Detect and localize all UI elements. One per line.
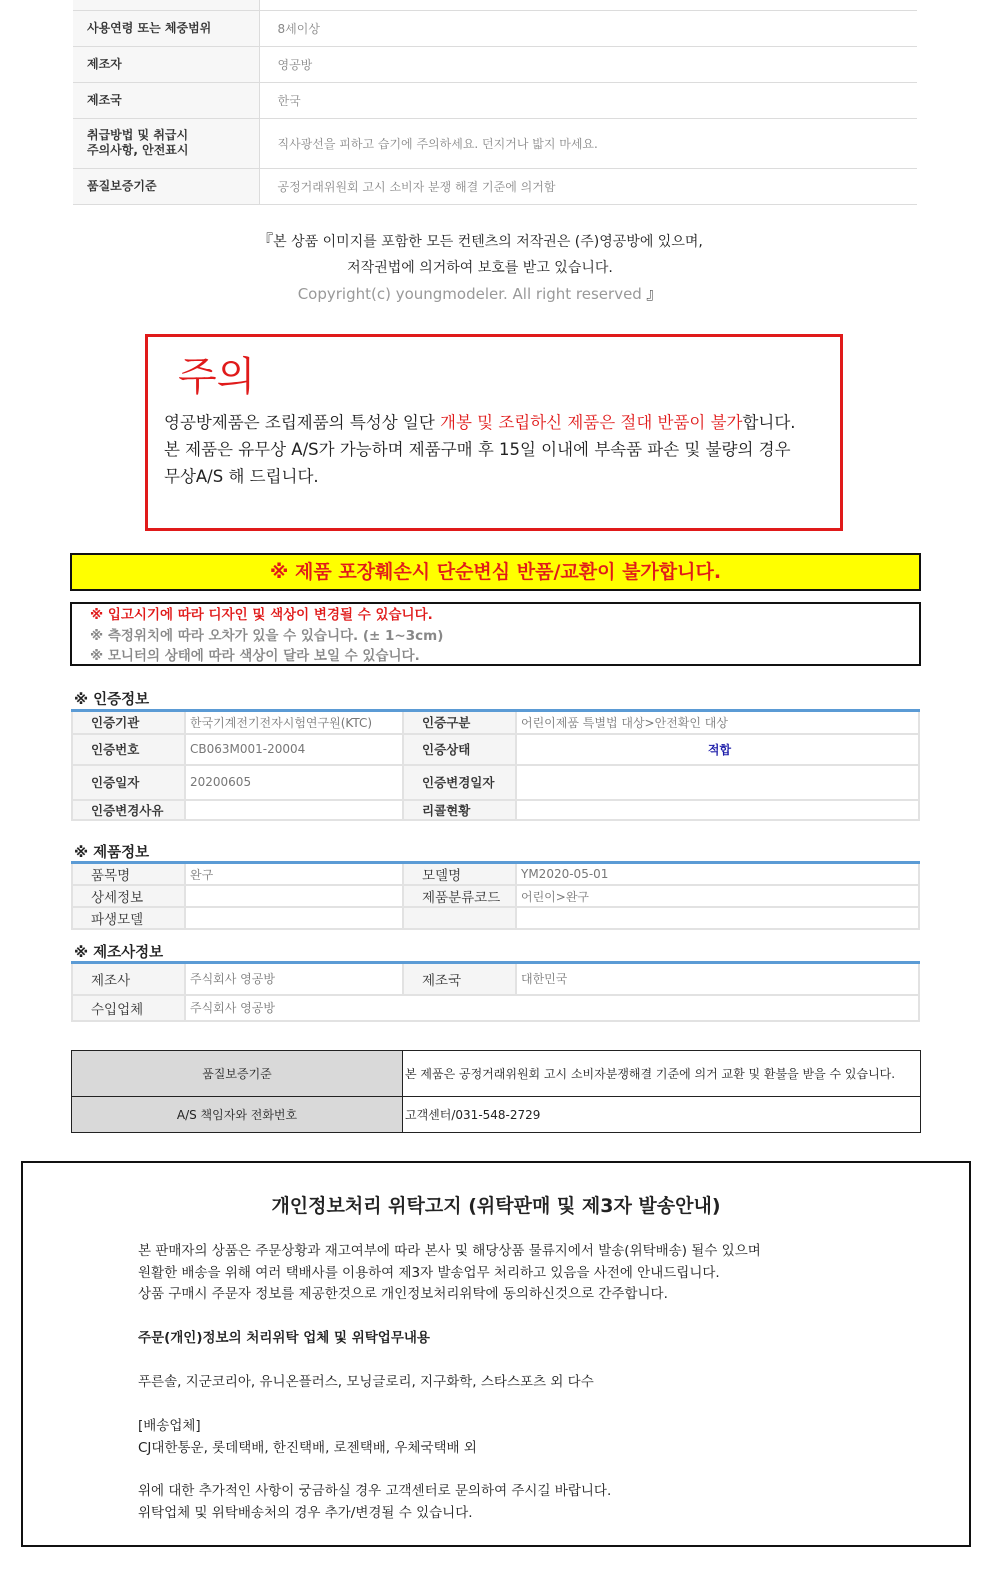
cell-key: 인증기관: [72, 711, 185, 734]
manufacturer-info-table: [71, 961, 920, 1022]
cell-key: 파생모델: [72, 907, 185, 929]
copyright-line-1: [0, 228, 960, 255]
copyright-text: 본 상품 이미지를 포함한 모든 컨텐츠의 저작권은 (주)영공방에 있으며,: [273, 234, 703, 250]
spec-row: [73, 82, 917, 118]
close-bracket: 』: [646, 284, 663, 303]
spec-key: [73, 118, 259, 168]
cell-key: A/S 책임자와 전화번호: [72, 1097, 403, 1133]
caution-line-1: [164, 409, 796, 436]
spec-key-line: 주의사항, 안전표시: [87, 143, 189, 157]
table-row: [72, 765, 919, 800]
product-info-table: [71, 861, 920, 930]
cell-value: 어린이제품 특별법 대상>안전확인 대상: [516, 711, 919, 734]
table-row: [72, 995, 919, 1021]
privacy-title: 개인정보처리 위탁고지 (위탁판매 및 제3자 발송안내): [271, 1195, 721, 1217]
cell-value: 주식회사 영공방: [185, 963, 403, 995]
spec-row: [73, 0, 917, 10]
spec-row: [73, 168, 917, 204]
notice-item: ※ 측정위치에 따라 오차가 있을 수 있습니다. (± 1~3cm): [90, 627, 444, 644]
cell-key: 모델명: [403, 863, 516, 886]
cell-value: CB063M001-20004: [185, 734, 403, 765]
cell-value: [185, 885, 403, 907]
copyright-line-3: [0, 281, 960, 308]
cell-value: 어린이>완구: [516, 885, 919, 907]
manufacturer-info-heading: ※ 제조사정보: [74, 945, 164, 961]
cell-value: 한국기계전기전자시험연구원(KTC): [185, 711, 403, 734]
spec-row: [73, 46, 917, 82]
privacy-notice-box: [21, 1161, 971, 1547]
cell-value: [185, 800, 403, 820]
caution-title: 주의: [178, 354, 256, 400]
cell-key: 인증상태: [403, 734, 516, 765]
cell-value: [516, 800, 919, 820]
notice-box: [70, 602, 921, 666]
cell-key: 제조국: [403, 963, 516, 995]
caution-body: [164, 409, 796, 490]
cell-key: 품질보증기준: [72, 1051, 403, 1097]
cell-value: YM2020-05-01: [516, 863, 919, 886]
cell-key: 인증변경일자: [403, 765, 516, 800]
cell-value: 주식회사 영공방: [185, 995, 919, 1021]
copyright-english: Copyright(c) youngmodeler. All right reserved: [297, 285, 642, 303]
delivery-label: [배송업체]: [138, 1418, 201, 1434]
table-row: [72, 800, 919, 820]
privacy-intro-line: 본 판매자의 상품은 주문상황과 재고여부에 따라 본사 및 해당상품 물류지에서 발송(위탁배송) 될수 있으며: [138, 1243, 761, 1259]
copyright-notice: [0, 228, 960, 308]
product-info-heading: ※ 제품정보: [74, 845, 150, 861]
spec-row: [73, 10, 917, 46]
cell-value: 본 제품은 공정거래위원회 고시 소비자분쟁해결 기준에 의거 교환 및 환불을 받을 수 있습니다.: [403, 1051, 921, 1097]
table-row: [72, 711, 919, 734]
privacy-intro-line: 원활한 배송을 위해 여러 택배사를 이용하여 제3자 발송업무 처리하고 있음을 사전에 안내드립니다.: [138, 1264, 720, 1281]
no-return-banner: ※ 제품 포장훼손시 단순변심 반품/교환이 불가합니다.: [70, 553, 921, 591]
cell-value: [516, 765, 919, 800]
privacy-companies: 푸른솔, 지군코리아, 유니온플러스, 모닝글로리, 지구화학, 스타스포츠 외 다수: [138, 1374, 594, 1390]
caution-highlight: 개봉 및 조립하신 제품은 절대 반품이 불가: [440, 413, 743, 432]
caution-box: [145, 334, 843, 531]
spec-key-line: 취급방법 및 취급시: [87, 128, 189, 142]
cell-value: 대한민국: [516, 963, 919, 995]
spec-key: 제조자: [73, 46, 259, 82]
privacy-intro: [138, 1241, 761, 1306]
notice-item: ※ 입고시기에 따라 디자인 및 색상이 변경될 수 있습니다.: [90, 607, 433, 623]
cell-key: [403, 907, 516, 929]
certification-heading: ※ 인증정보: [74, 692, 150, 708]
cell-key: 인증일자: [72, 765, 185, 800]
delivery-list: CJ대한통운, 롯데택배, 한진택배, 로젠택배, 우체국택배 외: [138, 1439, 477, 1456]
caution-text: 영공방제품은 조립제품의 특성상 일단: [164, 413, 441, 432]
notice-item: ※ 모니터의 상태에 따라 색상이 달라 보일 수 있습니다.: [90, 648, 420, 664]
certification-table: [71, 709, 920, 821]
table-row: [72, 885, 919, 907]
cell-value: 고객센터/031-548-2729: [403, 1097, 921, 1133]
cell-key: 인증번호: [72, 734, 185, 765]
cell-key: 품목명: [72, 863, 185, 886]
product-spec-table: [73, 0, 917, 205]
spec-key: 사용연령 또는 체중범위: [73, 10, 259, 46]
open-bracket: 『: [257, 231, 274, 250]
cell-value: [185, 907, 403, 929]
cell-key: 제조사: [72, 963, 185, 995]
spec-value: 한국: [277, 93, 301, 108]
spec-key: 품질보증기준: [73, 168, 259, 204]
quality-assurance-table: [71, 1050, 921, 1133]
table-row: [72, 1097, 921, 1133]
spec-row: [73, 118, 917, 168]
privacy-closing-line: 위탁업체 및 위탁배송처의 경우 추가/변경될 수 있습니다.: [138, 1504, 473, 1521]
spec-key: 제조국: [73, 82, 259, 118]
cell-value: [516, 907, 919, 929]
caution-text: 합니다.: [742, 413, 796, 432]
table-row: [72, 1051, 921, 1097]
spec-value: 공정거래위원회 고시 소비자 분쟁 해결 기준에 의거함: [277, 179, 556, 194]
cell-key: 수입업체: [72, 995, 185, 1021]
spec-value: [259, 0, 917, 10]
privacy-intro-line: 상품 구매시 주문자 정보를 제공한것으로 개인정보처리위탁에 동의하신것으로 간주합니다.: [138, 1286, 668, 1302]
table-row: [72, 907, 919, 929]
cell-value: 완구: [185, 863, 403, 886]
spec-value: 영공방: [277, 57, 313, 72]
spec-value: 8세이상: [277, 21, 320, 36]
privacy-closing: [138, 1481, 611, 1524]
spec-key: [73, 0, 259, 10]
copyright-line-2: 저작권법에 의거하여 보호를 받고 있습니다.: [347, 260, 613, 276]
cell-key: 리콜현황: [403, 800, 516, 820]
privacy-subheading: 주문(개인)정보의 처리위탁 업체 및 위탁업무내용: [138, 1330, 430, 1346]
cell-key: 인증변경사유: [72, 800, 185, 820]
caution-line-3: 무상A/S 해 드립니다.: [164, 467, 319, 486]
caution-line-2: 본 제품은 유무상 A/S가 가능하며 제품구매 후 15일 이내에 부속품 파손 및 불량의 경우: [164, 440, 791, 459]
privacy-closing-line: 위에 대한 추가적인 사항이 궁금하실 경우 고객센터로 문의하여 주시길 바랍니다.: [138, 1483, 612, 1499]
table-row: [72, 963, 919, 995]
spec-value: 직사광선을 피하고 습기에 주의하세요. 던지거나 밟지 마세요.: [277, 136, 598, 151]
certification-status: 적합: [516, 734, 919, 765]
cell-key: 상세정보: [72, 885, 185, 907]
table-row: [72, 734, 919, 765]
cell-value: 20200605: [185, 765, 403, 800]
cell-key: 인증구분: [403, 711, 516, 734]
cell-key: 제품분류코드: [403, 885, 516, 907]
privacy-delivery: [138, 1416, 477, 1459]
table-row: [72, 863, 919, 886]
